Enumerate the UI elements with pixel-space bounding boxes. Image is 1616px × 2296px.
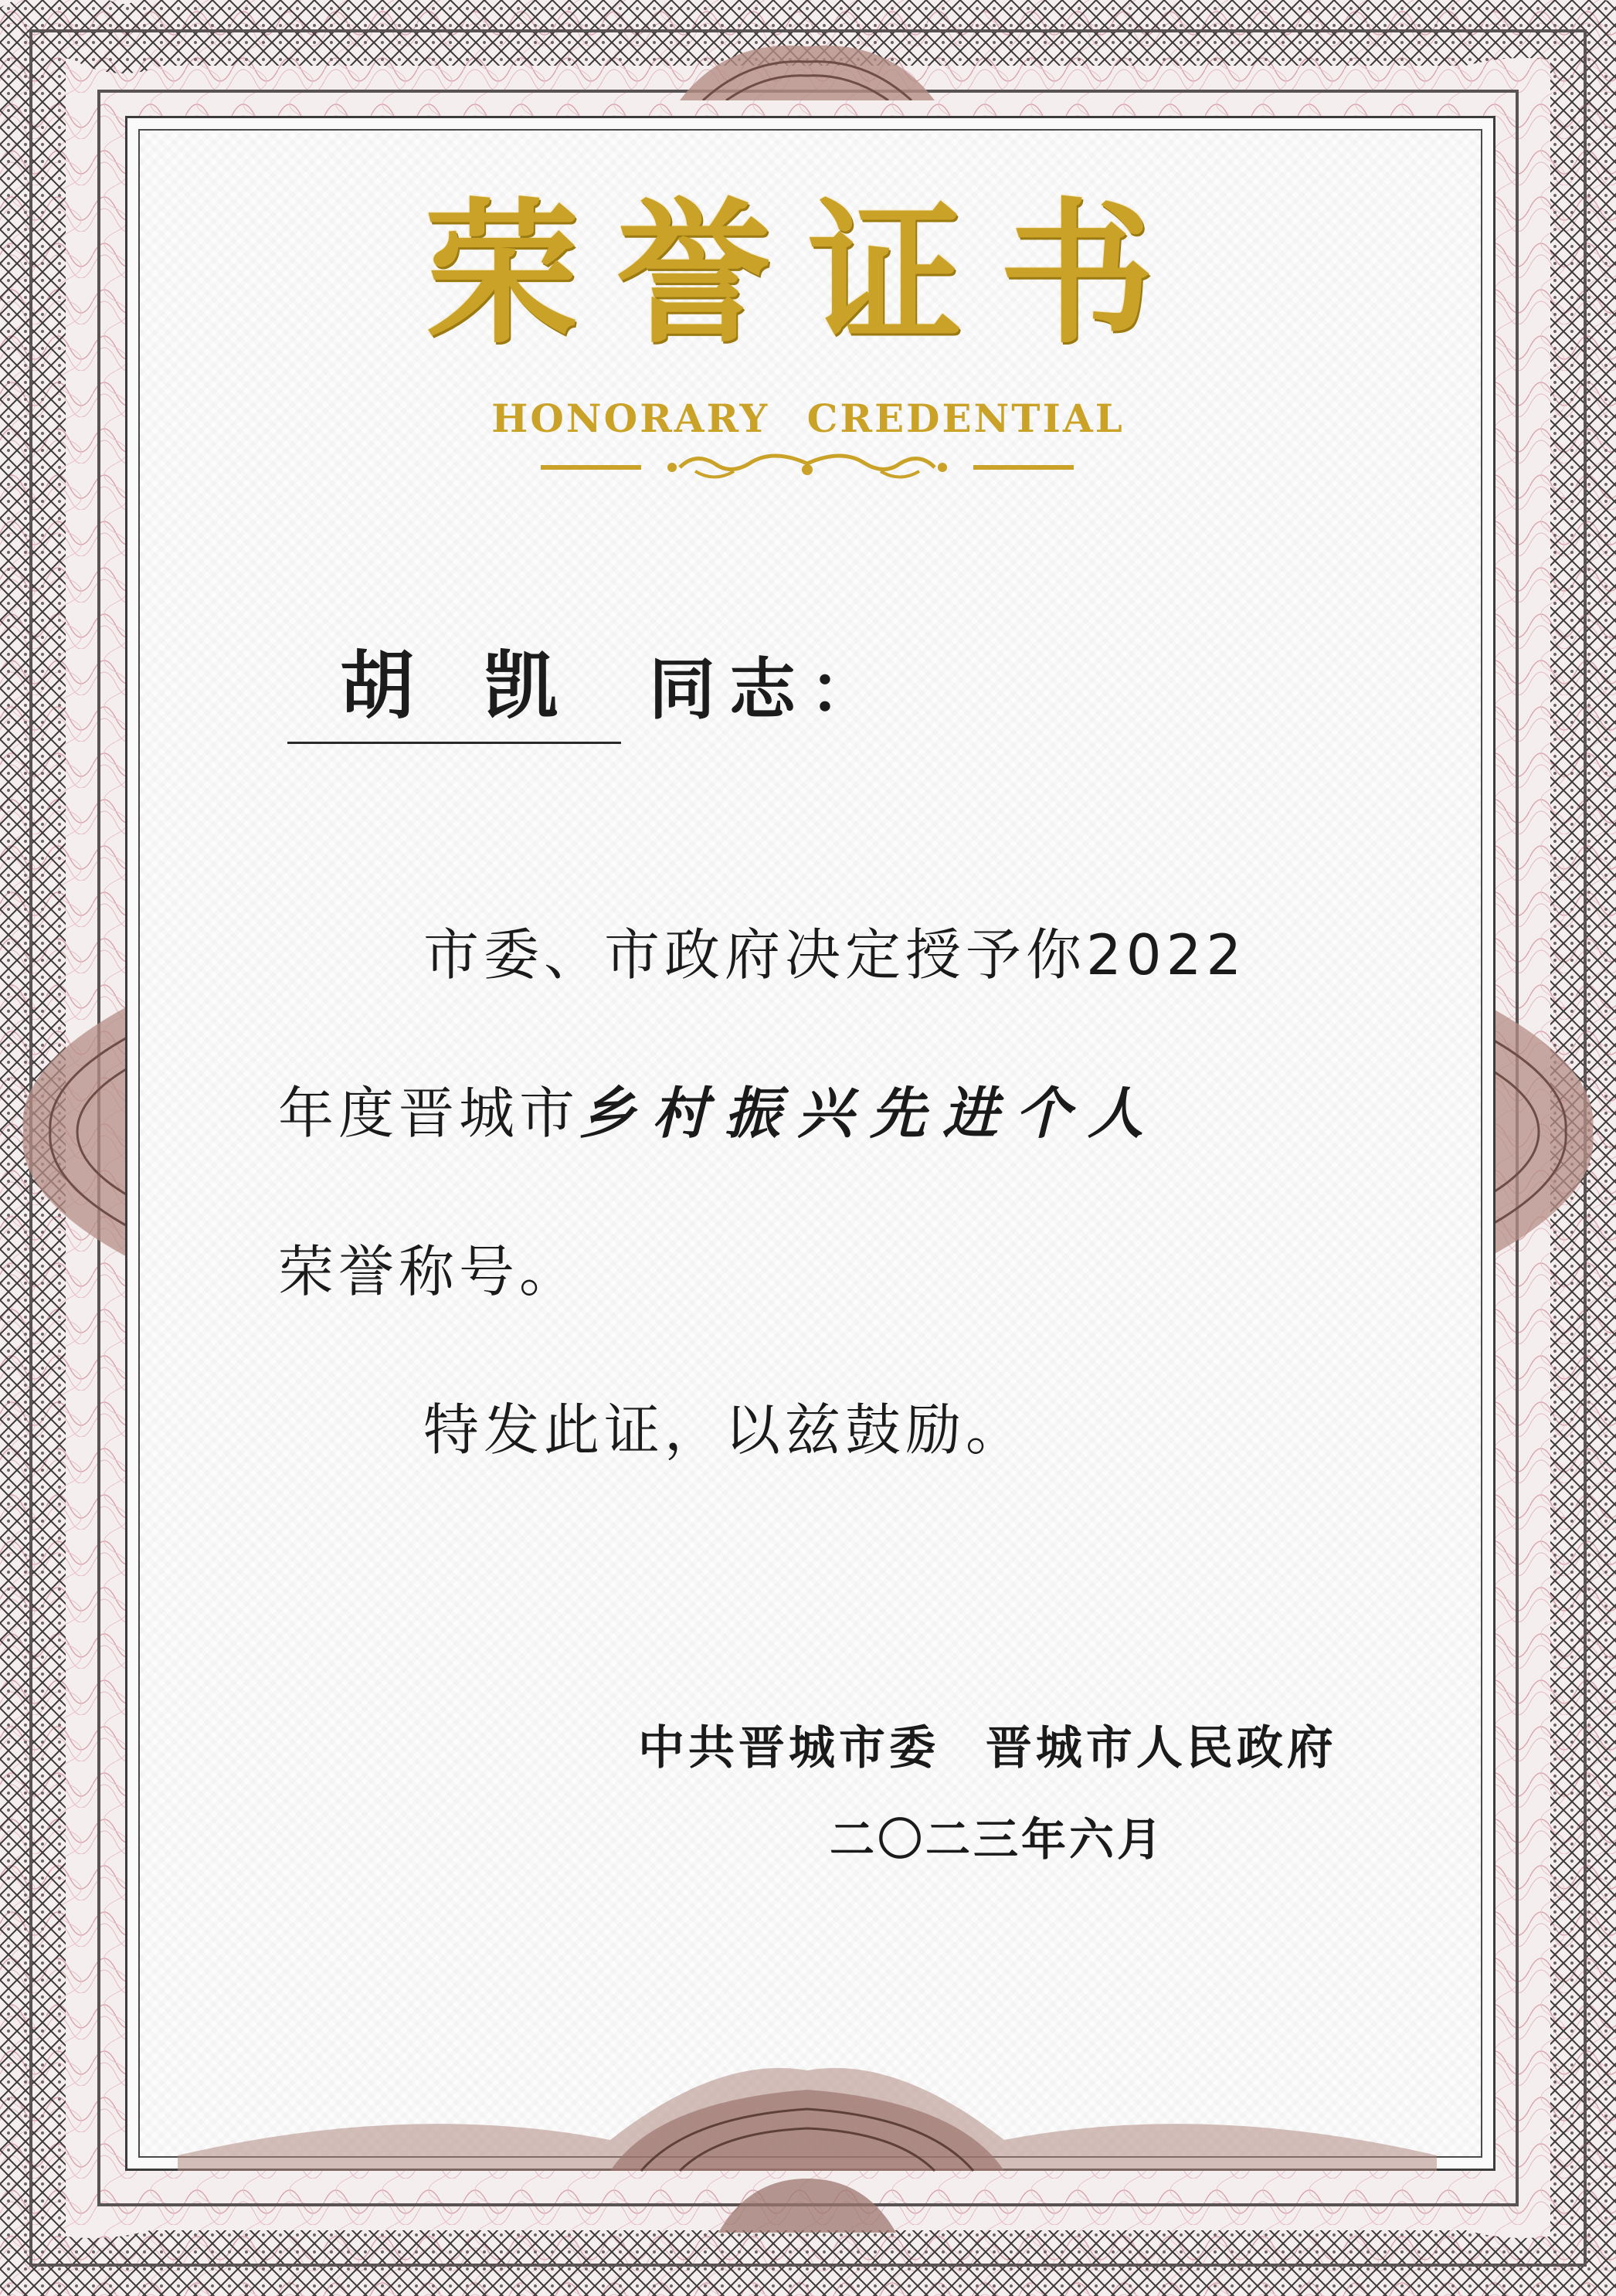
bottom-crest-ornament [178,2055,1437,2233]
certificate-title: 荣誉证书 [424,183,1191,365]
recipient-name: 胡凯 [340,642,627,729]
issuer-text: 中共晋城市委 晋城市人民政府 [638,1721,1337,1775]
body-line-1: 市委、市政府决定授予你2022 [423,922,1247,987]
left-side-ornament [0,1004,131,1259]
right-side-ornament [1485,1004,1616,1259]
top-crest-ornament [680,31,935,100]
name-underline [287,742,621,744]
body-line-2-prefix: 年度晋城市 [278,1081,580,1146]
body-line-3: 荣誉称号。 [278,1239,580,1304]
salutation-text: 同志： [649,650,890,729]
title-flourish-ornament [541,448,1074,487]
body-line-4: 特发此证，以兹鼓励。 [423,1398,1027,1462]
body-line-2 [278,1080,1344,1146]
honor-title-handwritten: 乡村振兴先进个人 [579,1080,1161,1146]
certificate-title-english: HONORARY CREDENTIAL [491,396,1125,441]
issue-date: 二〇二三年六月 [830,1813,1166,1866]
